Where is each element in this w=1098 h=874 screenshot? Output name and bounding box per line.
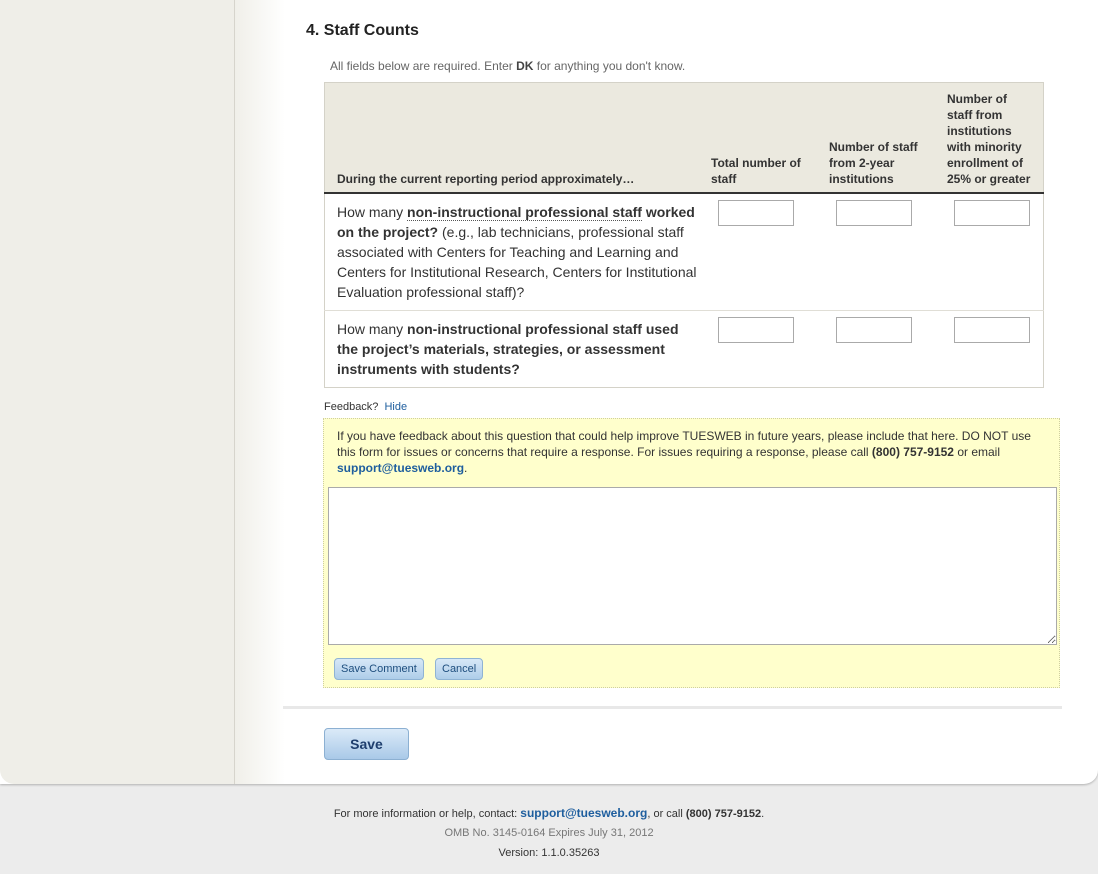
sidebar: [0, 0, 235, 784]
footer-version: Version: 1.1.0.35263: [498, 847, 600, 859]
support-email-link[interactable]: support@tuesweb.org: [337, 461, 465, 475]
glossary-term[interactable]: non-instructional professional staff: [407, 321, 642, 337]
two-year-staff-input[interactable]: [836, 200, 912, 226]
column-header-2-year: Number of staff from 2-year institutions: [824, 83, 942, 194]
minority-staff-input[interactable]: [954, 317, 1030, 343]
column-header-total: Total number of staff: [706, 83, 824, 194]
hide-feedback-link[interactable]: Hide: [384, 401, 408, 413]
feedback-label: Feedback? Hide: [324, 401, 408, 413]
table-row: [325, 193, 1044, 311]
footer: [0, 805, 1098, 865]
total-staff-input[interactable]: [718, 317, 794, 343]
footer-omb: OMB No. 3145-0164 Expires July 31, 2012: [444, 827, 654, 839]
footer-contact: For more information or help, contact: support@tuesweb.org, or call (800) 757-9152.: [333, 806, 765, 820]
divider: [283, 706, 1062, 709]
footer-email-link[interactable]: support@tuesweb.org: [520, 806, 648, 820]
save-button[interactable]: Save: [324, 728, 409, 760]
staff-counts-table: [324, 82, 1044, 388]
minority-staff-input[interactable]: [954, 200, 1030, 226]
question-cell: How many non-instructional professional staff worked on the project? (e.g., lab technicians, professional staff associated with Centers for Teaching and Learning and Centers for Institutional Research, Centers for Institutional Evaluation professional staff)?: [337, 204, 697, 300]
glossary-term[interactable]: non-instructional professional staff: [407, 204, 642, 220]
feedback-panel: [323, 418, 1060, 688]
instructions-text: All fields below are required. Enter DK for anything you don't know.: [330, 59, 686, 73]
table-row: [325, 311, 1044, 388]
feedback-instructions: If you have feedback about this question that could help improve TUESWEB in future years, please include that here. DO NOT use this form for issues or concerns that require a response. For issues requiring a response, please call (800) 757-9152 or email support@tuesweb.org.: [337, 429, 1031, 475]
feedback-comment-field[interactable]: [328, 487, 1057, 645]
save-comment-button[interactable]: Save Comment: [334, 658, 424, 680]
total-staff-input[interactable]: [718, 200, 794, 226]
column-header-question: During the current reporting period approximately…: [325, 83, 707, 194]
section-title: 4. Staff Counts: [306, 22, 419, 39]
cancel-button[interactable]: Cancel: [435, 658, 483, 680]
question-cell: How many non-instructional professional staff used the project’s materials, strategies, or assessment instruments with students?: [325, 311, 707, 388]
two-year-staff-input[interactable]: [836, 317, 912, 343]
column-header-minority: Number of staff from institutions with minority enrollment of 25% or greater: [942, 83, 1044, 194]
